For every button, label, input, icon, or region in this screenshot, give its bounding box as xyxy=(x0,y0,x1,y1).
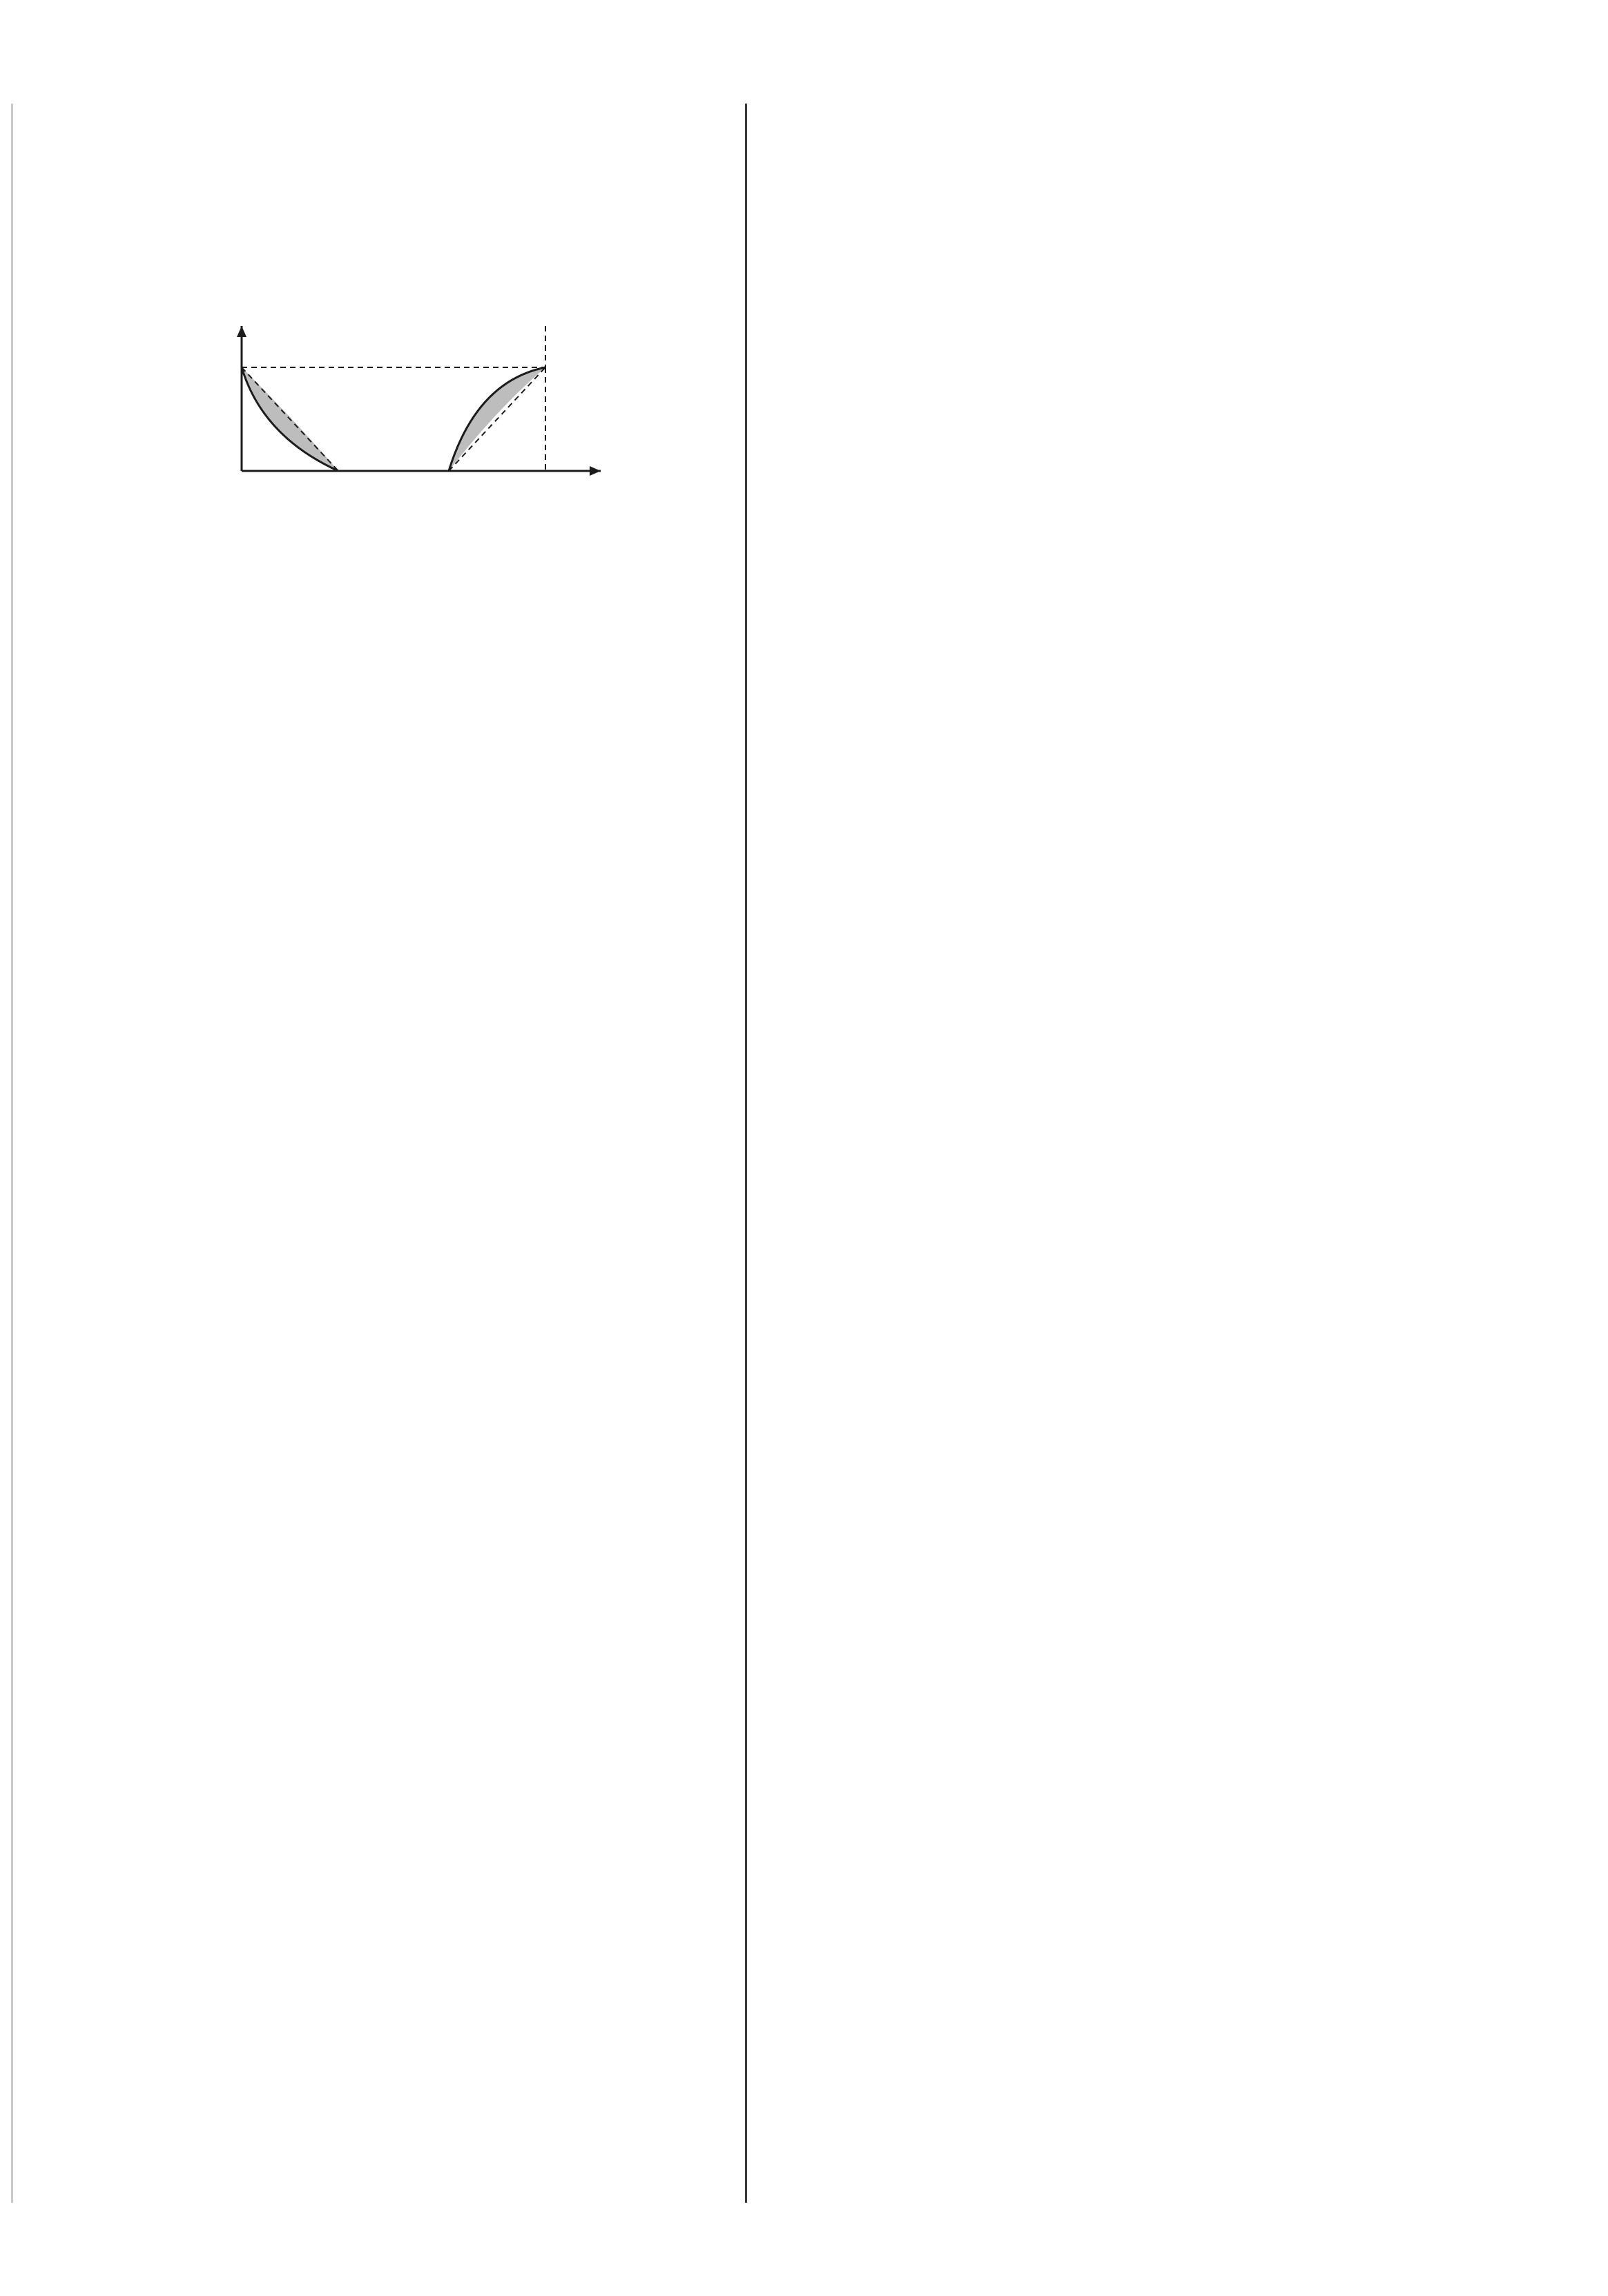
text-line xyxy=(35,924,732,978)
question-1-line xyxy=(35,2001,732,2055)
text-line xyxy=(35,816,732,870)
text-line xyxy=(35,1516,732,1570)
text-line xyxy=(35,1247,732,1301)
text-line xyxy=(35,1355,732,1409)
text-line xyxy=(35,1409,732,1463)
text-line xyxy=(35,1840,732,1893)
text-line xyxy=(35,708,732,762)
text-line xyxy=(35,1678,732,1732)
left-column xyxy=(35,104,732,2163)
left-margin-line xyxy=(11,104,13,2203)
text-line xyxy=(35,1086,732,1139)
text-line xyxy=(35,601,732,655)
text-line xyxy=(35,104,732,157)
text-line xyxy=(35,265,732,319)
column-divider xyxy=(745,104,747,2203)
text-line xyxy=(35,655,732,708)
text-line xyxy=(35,1786,732,1840)
text-line xyxy=(35,1624,732,1678)
text-line xyxy=(35,762,732,816)
text-line xyxy=(35,1893,732,1947)
text-line xyxy=(35,1193,732,1247)
text-line xyxy=(35,1032,732,1086)
text-line xyxy=(35,1139,732,1193)
figure-9-graph xyxy=(173,319,614,505)
figure-9 xyxy=(35,319,732,547)
text-line xyxy=(35,870,732,924)
text-line xyxy=(35,2055,732,2109)
text-line xyxy=(35,211,732,265)
text-line xyxy=(35,1570,732,1624)
question-10-line xyxy=(35,547,732,601)
text-line xyxy=(35,157,732,211)
text-line xyxy=(35,1463,732,1516)
text-line xyxy=(35,1301,732,1355)
text-line xyxy=(35,2109,732,2163)
text-line xyxy=(35,1732,732,1786)
text-line xyxy=(35,978,732,1032)
section-title xyxy=(35,1947,732,2001)
